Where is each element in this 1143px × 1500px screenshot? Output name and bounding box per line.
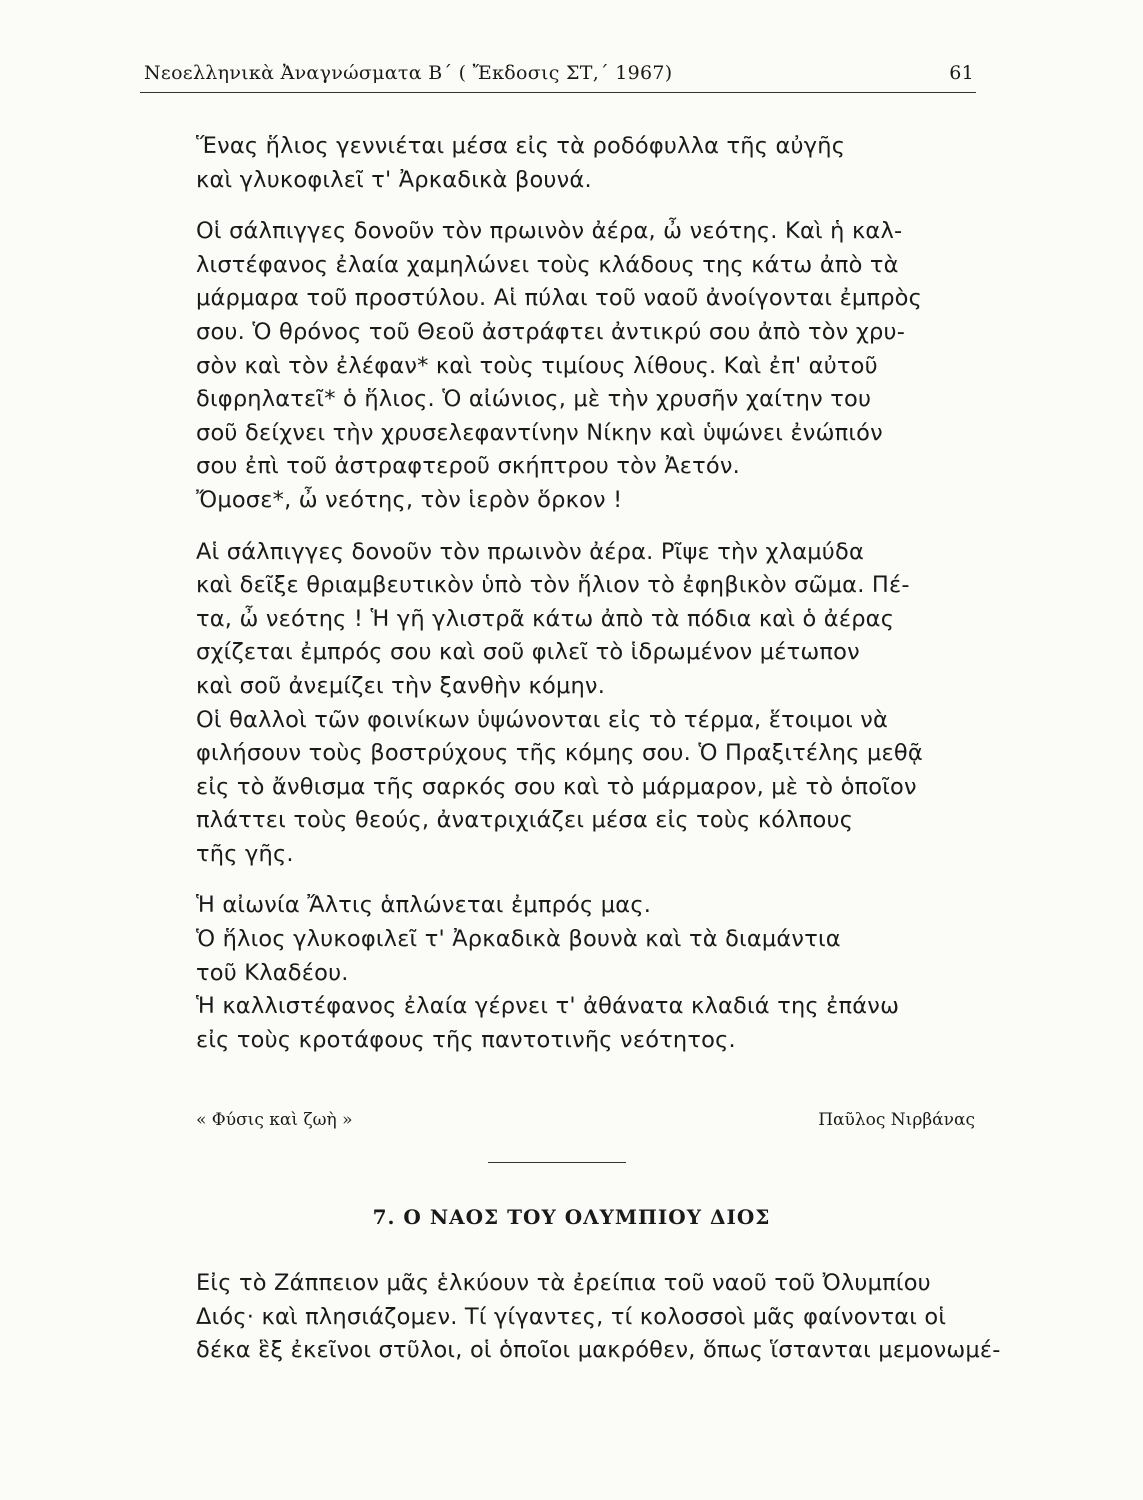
poem-line: σχίζεται ἐμπρός σου καὶ σοῦ φιλεῖ τὸ ἱδρωμένον μέτωπον (196, 639, 860, 666)
stanza-gap (196, 197, 986, 215)
poem-line: φιλήσουν τοὺς βοστρύχους τῆς κόμης σου. Ὁ Πραξιτέλης μεθᾷ (196, 740, 923, 767)
poem-text (196, 130, 986, 1057)
page-number: 61 (949, 62, 974, 84)
poem-line: εἰς τὸ ἄνθισμα τῆς σαρκός σου καὶ τὸ μάρμαρον, μὲ τὸ ὁποῖον (196, 773, 917, 800)
poem-line: σὸν καὶ τὸν ἐλέφαν* καὶ τοὺς τιμίους λίθους. Καὶ ἐπ' αὐτοῦ (196, 352, 878, 379)
poem-line: Ὁ ἥλιος γλυκοφιλεῖ τ' Ἀρκαδικὰ βουνὰ καὶ τὰ διαμάντια (196, 926, 841, 953)
poem-line: τα, ὦ νεότης ! Ἡ γῆ γλιστρᾶ κάτω ἀπὸ τὰ πόδια καὶ ὁ ἀέρας (196, 605, 895, 632)
section-divider (488, 1162, 626, 1163)
poem-line: τῆς γῆς. (196, 840, 294, 867)
poem-author: Παῦλος Νιρβάνας (818, 1110, 975, 1130)
prose-line: Εἰς τὸ Ζάππειον μᾶς ἑλκύουν τὰ ἐρείπια τοῦ ναοῦ τοῦ Ὀλυμπίου (196, 1270, 931, 1296)
running-header (140, 56, 976, 93)
poem-line: μάρμαρα τοῦ προστύλου. Αἱ πύλαι τοῦ ναοῦ ἀνοίγονται ἐμπρὸς (196, 285, 923, 312)
poem-line: Ὄμοσε*, ὦ νεότης, τὸν ἱερὸν ὅρκον ! (196, 486, 623, 513)
running-title: Νεοελληνικὰ Ἀναγνώσματα Β΄ ( Ἔκδοσις ΣΤ,΄ 1967) (144, 62, 673, 84)
poem-line: τοῦ Κλαδέου. (196, 959, 349, 986)
poem-line: καὶ σοῦ ἀνεμίζει τὴν ξανθὴν κόμην. (196, 672, 606, 699)
poem-source: « Φύσις καὶ ζωὴ » (196, 1110, 353, 1130)
poem-line: Ἡ καλλιστέφανος ἐλαία γέρνει τ' ἀθάνατα κλαδιά της ἐπάνω (196, 993, 900, 1020)
poem-line: πλάττει τοὺς θεούς, ἀνατριχιάζει μέσα εἰς τοὺς κόλπους (196, 807, 854, 834)
poem-line: εἰς τοὺς κροτάφους τῆς παντοτινῆς νεότητος. (196, 1026, 736, 1053)
poem-line: διφρηλατεῖ* ὁ ἥλιος. Ὁ αἰώνιος, μὲ τὴν χρυσῆν χαίτην του (196, 386, 872, 413)
prose-text (196, 1267, 1001, 1368)
poem-line: καὶ δεῖξε θριαμβευτικὸν ὑπὸ τὸν ἥλιον τὸ ἐφηβικὸν σῶμα. Πέ- (196, 572, 910, 599)
stanza-gap (196, 518, 986, 536)
prose-line: Διός· καὶ πλησιάζομεν. Τί γίγαντες, τί κολοσσοὶ μᾶς φαίνονται οἱ (196, 1303, 947, 1330)
poem-line: καὶ γλυκοφιλεῖ τ' Ἀρκαδικὰ βουνά. (196, 166, 592, 193)
stanza-gap (196, 871, 986, 889)
poem-line: Οἱ σάλπιγγες δονοῦν τὸν πρωινὸν ἀέρα, ὦ νεότης. Καὶ ἡ καλ- (196, 218, 903, 245)
poem-line: Οἱ θαλλοὶ τῶν φοινίκων ὑψώνονται εἰς τὸ τέρμα, ἕτοιμοι νὰ (196, 706, 889, 733)
poem-line: λιστέφανος ἐλαία χαμηλώνει τοὺς κλάδους της κάτω ἀπὸ τὰ (196, 251, 899, 278)
poem-line: σου ἐπὶ τοῦ ἀστραφτεροῦ σκήπτρου τὸν Ἀετόν. (196, 453, 740, 480)
poem-line: Αἱ σάλπιγγες δονοῦν τὸν πρωινὸν ἀέρα. Ρῖψε τὴν χλαμύδα (196, 538, 865, 565)
prose-line: δέκα ἓξ ἐκεῖνοι στῦλοι, οἱ ὁποῖοι μακρόθεν, ὅπως ἵστανται μεμονωμέ- (196, 1337, 1001, 1364)
poem-line: σου. Ὁ θρόνος τοῦ Θεοῦ ἀστράφτει ἀντικρύ σου ἀπὸ τὸν χρυ- (196, 318, 906, 345)
poem-line: σοῦ δείχνει τὴν χρυσελεφαντίνην Νίκην καὶ ὑψώνει ἐνώπιόν (196, 419, 883, 446)
poem-line: Ἕνας ἥλιος γεννιέται μέσα εἰς τὰ ροδόφυλλα τῆς αὐγῆς (196, 133, 846, 159)
poem-line: Ἡ αἰωνία Ἄλτις ἁπλώνεται ἐμπρός μας. (196, 892, 652, 919)
section-title: 7. Ο ΝΑΟΣ ΤΟΥ ΟΛΥΜΠΙΟΥ ΔΙΟΣ (372, 1205, 771, 1229)
